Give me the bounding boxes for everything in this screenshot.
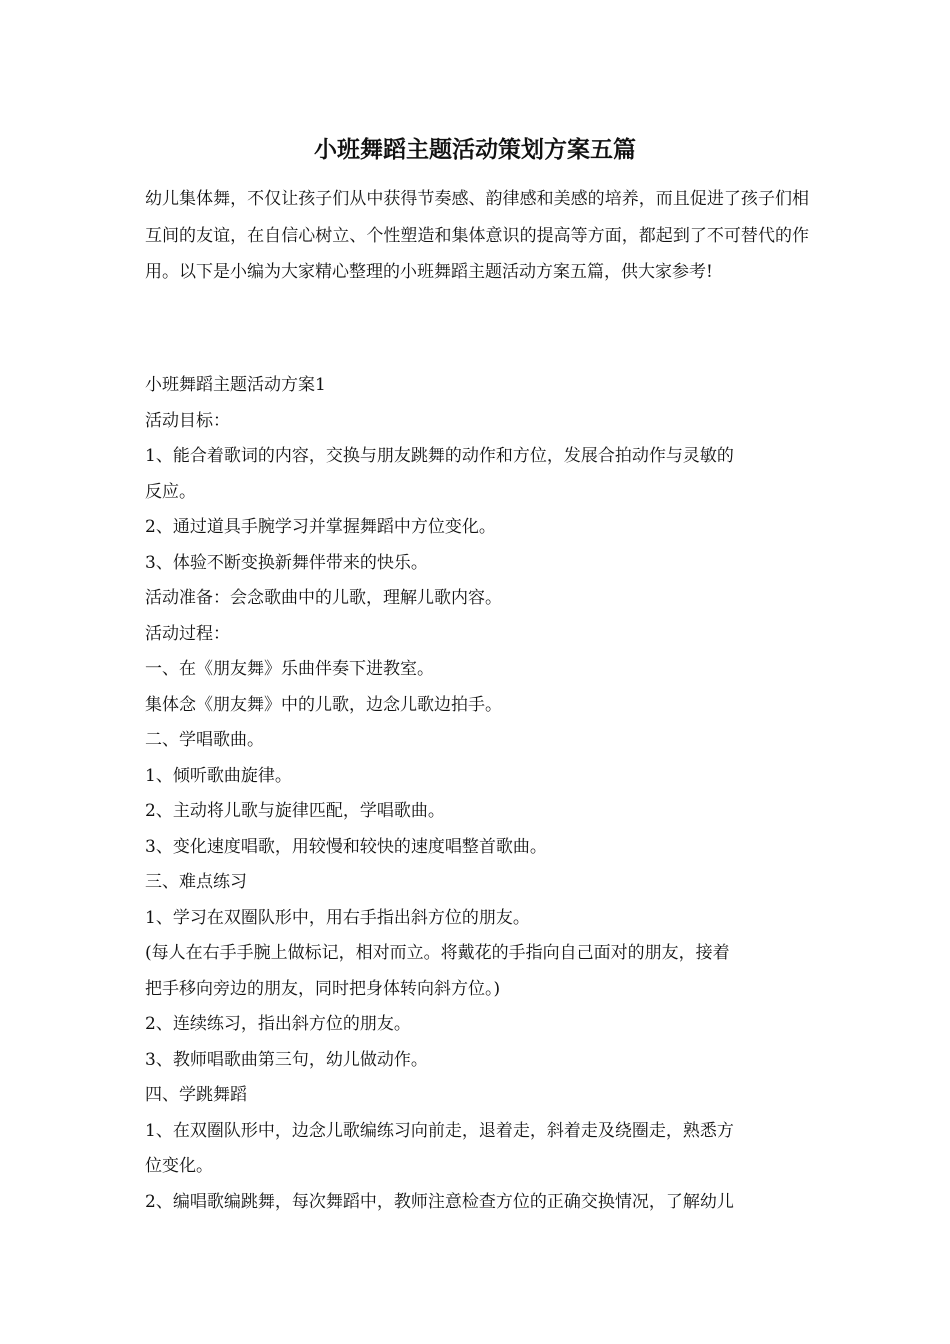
text-line: 活动准备：会念歌曲中的儿歌，理解儿歌内容。 [145, 588, 502, 608]
text-line: 集体念《朋友舞》中的儿歌，边念儿歌边拍手。 [145, 694, 502, 715]
text-line: 反应。 [145, 481, 196, 502]
text-line: 3、变化速度唱歌，用较慢和较快的速度唱整首歌曲。 [145, 836, 547, 857]
text-line: 1、倾听歌曲旋律。 [145, 765, 292, 786]
text-line: 2、编唱歌编跳舞，每次舞蹈中，教师注意检查方位的正确交换情况，了解幼儿 [145, 1191, 734, 1212]
text-line: 一、在《朋友舞》乐曲伴奏下进教室。 [145, 659, 434, 679]
text-line: 2、连续练习，指出斜方位的朋友。 [145, 1014, 411, 1034]
text-line: 活动目标： [145, 410, 230, 431]
text-line: 2、通过道具手腕学习并掌握舞蹈中方位变化。 [145, 517, 496, 537]
text-line: 活动过程： [145, 623, 230, 644]
text-line: 位变化。 [145, 1156, 213, 1176]
text-line: 3、教师唱歌曲第三句，幼儿做动作。 [145, 1049, 428, 1070]
text-line: 三、难点练习 [145, 872, 247, 892]
document-title: 小班舞蹈主题活动策划方案五篇 [314, 136, 636, 163]
text-line: 四、学跳舞蹈 [145, 1085, 247, 1105]
text-line: (每人在右手手腕上做标记，相对而立。将戴花的手指向自己面对的朋友，接着 [145, 943, 730, 963]
text-line: 把手移向旁边的朋友，同时把身体转向斜方位。) [145, 978, 501, 999]
text-line: 3、体验不断变换新舞伴带来的快乐。 [145, 552, 428, 573]
text-line: 二、学唱歌曲。 [145, 730, 264, 750]
text-line: 1、能合着歌词的内容，交换与朋友跳舞的动作和方位，发展合拍动作与灵敏的 [145, 446, 734, 466]
text-line: 1、学习在双圈队形中，用右手指出斜方位的朋友。 [145, 907, 530, 928]
text-line: 1、在双圈队形中，边念儿歌编练习向前走，退着走，斜着走及绕圈走，熟悉方 [145, 1120, 734, 1141]
intro-paragraph: 幼儿集体舞，不仅让孩子们从中获得节奏感、韵律感和美感的培养，而且促进了孩子们相互间的友谊，在自信心树立、个性塑造和集体意识的提高等方面，都起到了不可替代的作用。以下是小编为大家精心整理的小班舞蹈主题活动方案五篇，供大家参考! [145, 189, 809, 282]
text-line: 2、主动将儿歌与旋律匹配，学唱歌曲。 [145, 801, 445, 821]
body-text [145, 368, 809, 1220]
section-heading: 小班舞蹈主题活动方案1 [145, 375, 326, 395]
